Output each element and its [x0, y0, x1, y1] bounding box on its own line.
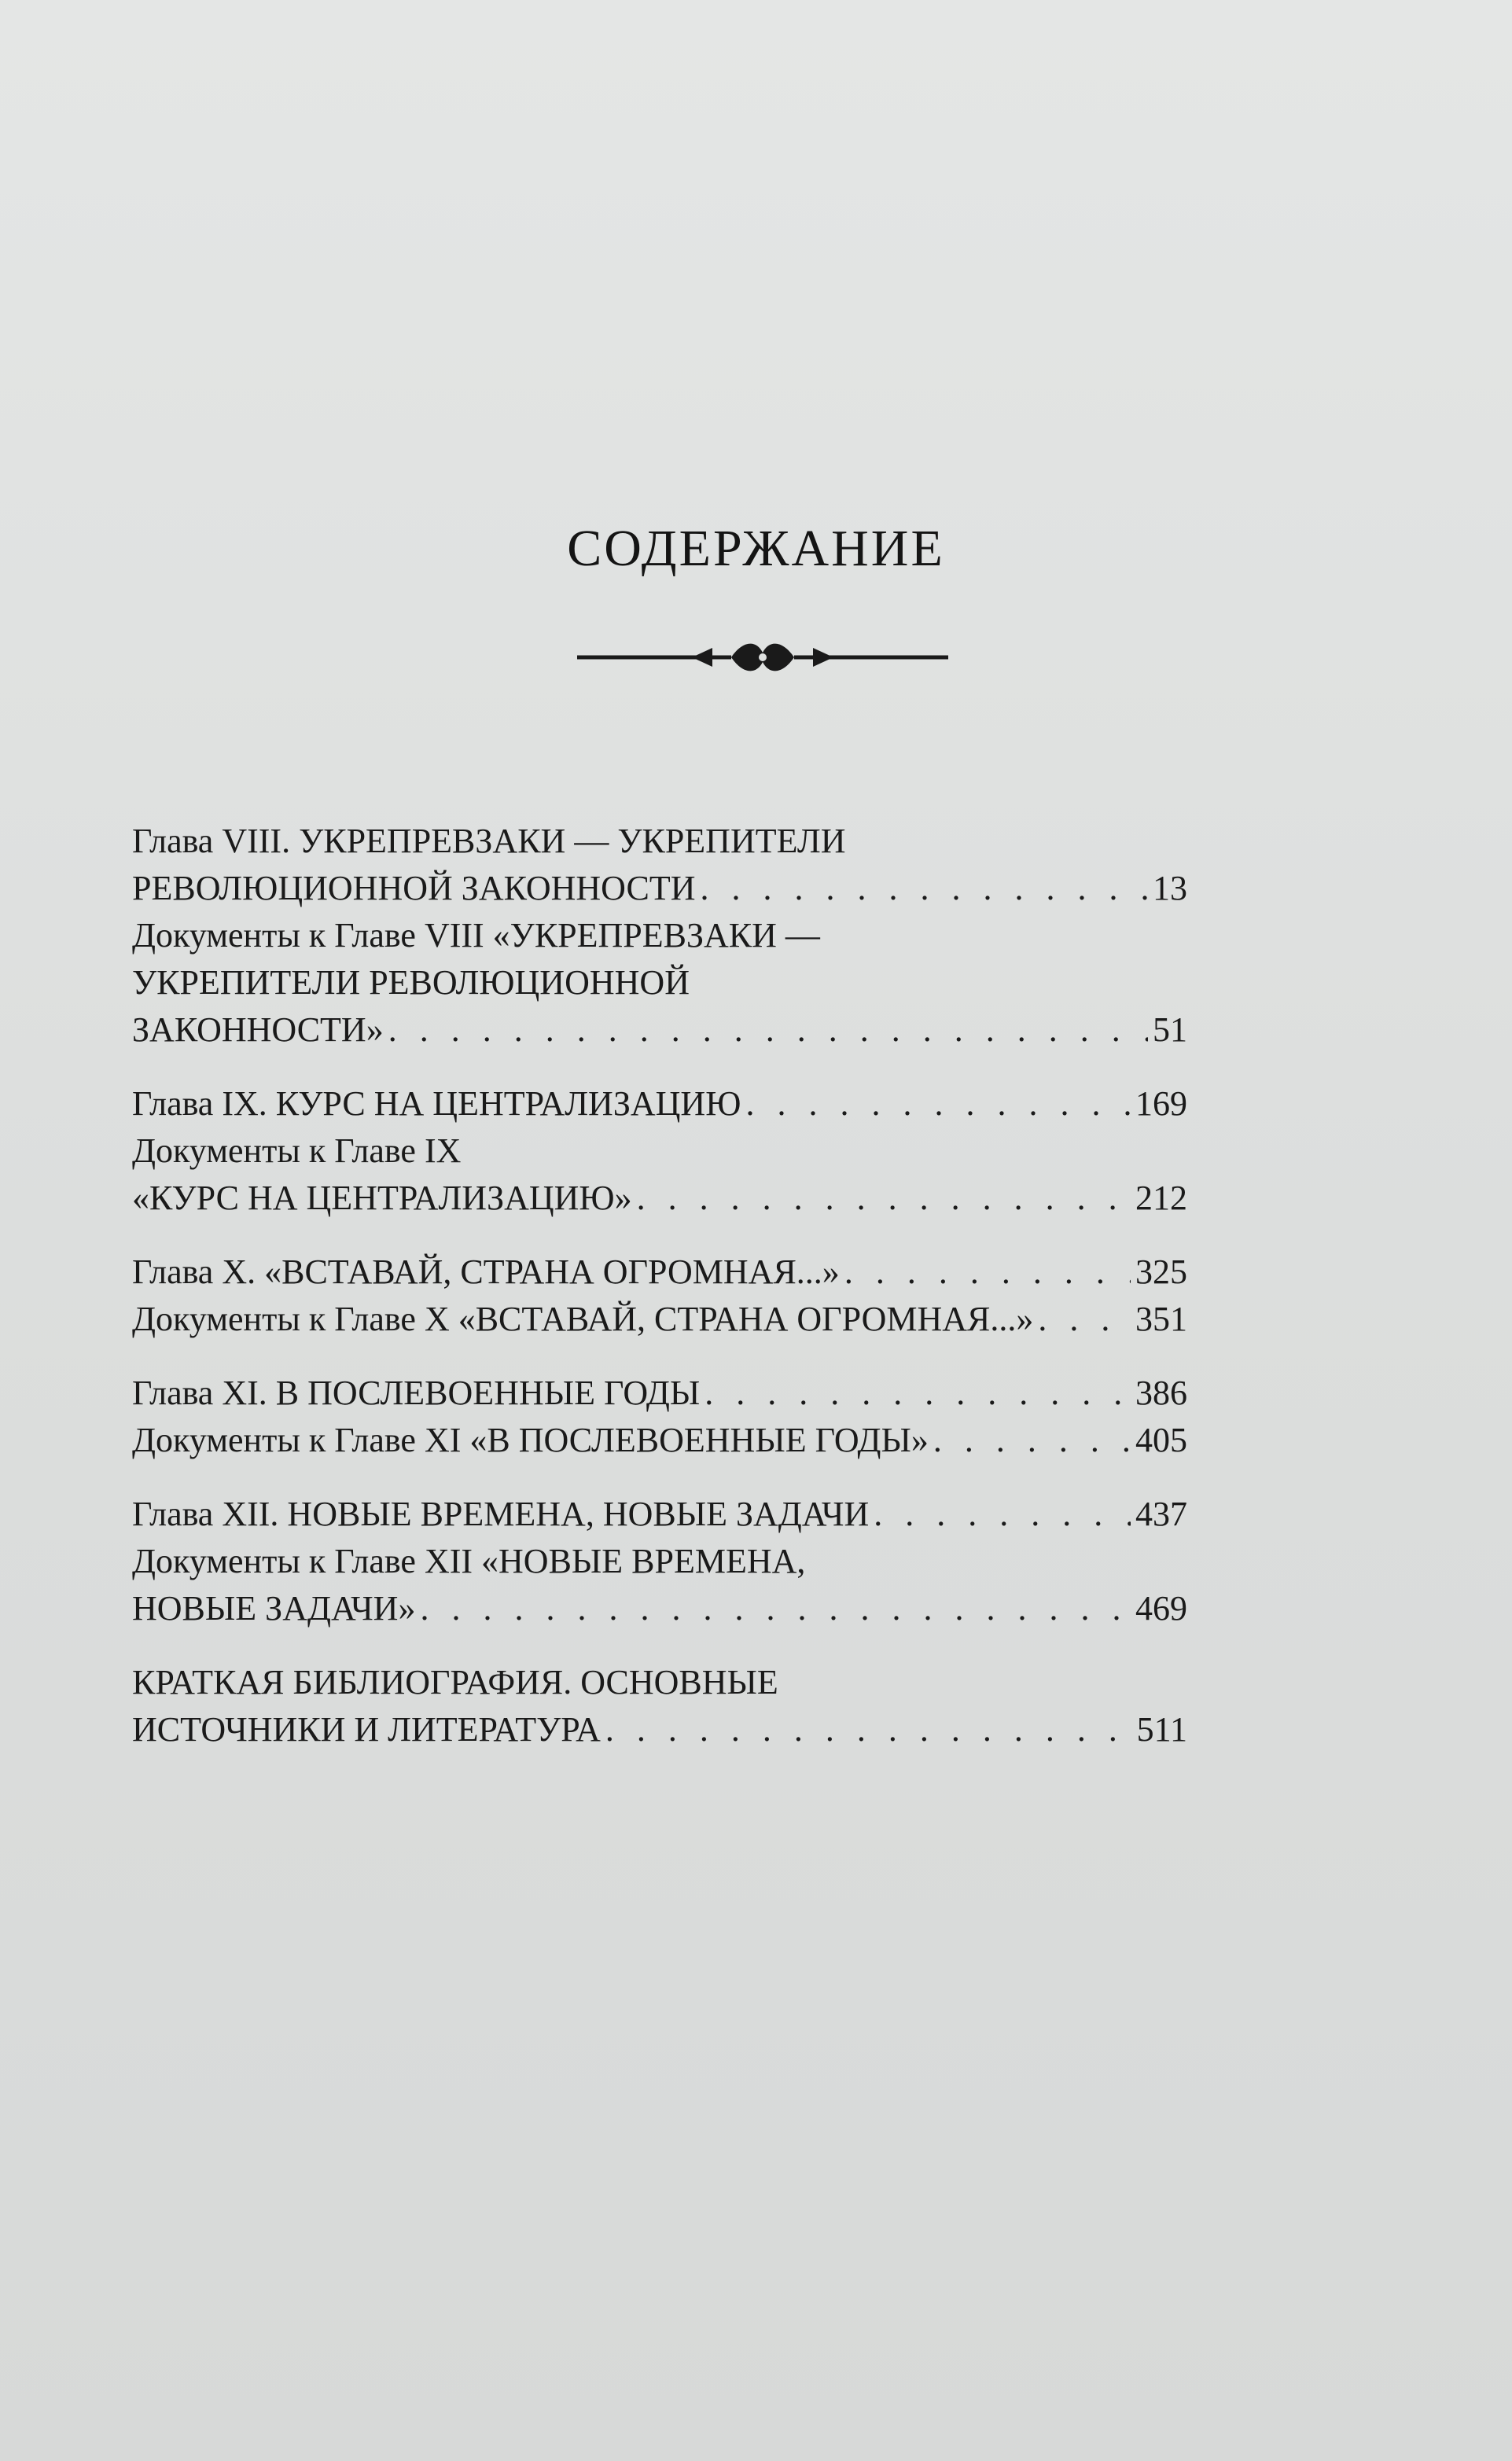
- dot-leader: [933, 1417, 1131, 1464]
- toc-entry[interactable]: [132, 1249, 1187, 1296]
- toc-entry-title: Глава X. «ВСТАВАЙ, СТРАНА ОГРОМНАЯ...»: [132, 1253, 840, 1291]
- toc-page-number: 437: [1135, 1495, 1187, 1533]
- toc-entry-title: Глава IX. КУРС НА ЦЕНТРАЛИЗАЦИЮ: [132, 1084, 741, 1123]
- dot-leader: [745, 1080, 1131, 1127]
- toc-entry-title-end: «КУРС НА ЦЕНТРАЛИЗАЦИЮ»: [132, 1179, 632, 1217]
- toc-entry[interactable]: [132, 1370, 1187, 1417]
- toc-entry-title: КРАТКАЯ БИБЛИОГРАФИЯ. ОСНОВНЫЕ: [132, 1663, 778, 1701]
- dot-leader: [704, 1370, 1131, 1417]
- dot-leader: [420, 1585, 1131, 1632]
- toc-entry-title: Документы к Главе XI «В ПОСЛЕВОЕННЫЕ ГОДЫ»: [132, 1421, 929, 1459]
- toc-page-number: 212: [1135, 1179, 1187, 1217]
- toc-entry-title-end: НОВЫЕ ЗАДАЧИ»: [132, 1589, 416, 1628]
- toc-page-number: 51: [1153, 1010, 1187, 1049]
- toc-entry-title: Глава XII. НОВЫЕ ВРЕМЕНА, НОВЫЕ ЗАДАЧИ: [132, 1495, 870, 1533]
- dot-leader: [1038, 1296, 1131, 1343]
- toc-entry-title: Глава XI. В ПОСЛЕВОЕННЫЕ ГОДЫ: [132, 1374, 701, 1412]
- dot-leader: [637, 1175, 1131, 1222]
- dot-leader: [388, 1006, 1148, 1054]
- toc-entry-title: Документы к Главе VIII «УКРЕПРЕВЗАКИ — УКРЕПИТЕЛИ РЕВОЛЮЦИОННОЙ: [132, 916, 820, 1002]
- ornament-divider-icon: [574, 635, 951, 679]
- toc-page-number: 13: [1153, 869, 1187, 907]
- toc-entry[interactable]: [132, 1127, 1187, 1222]
- toc-page-number: 169: [1135, 1084, 1187, 1123]
- dot-leader: [700, 865, 1148, 912]
- dot-leader: [844, 1249, 1131, 1296]
- toc-entry[interactable]: [132, 818, 1187, 912]
- toc-entry-title-end: ЗАКОННОСТИ»: [132, 1010, 384, 1049]
- toc-entry[interactable]: [132, 1491, 1187, 1538]
- dot-leader: [605, 1706, 1132, 1753]
- toc-entry-title: Документы к Главе X «ВСТАВАЙ, СТРАНА ОГРОМНАЯ...»: [132, 1300, 1034, 1338]
- toc-entry[interactable]: [132, 1659, 1187, 1753]
- toc-entry-title: Документы к Главе IX: [132, 1131, 462, 1170]
- toc-entry[interactable]: [132, 1538, 1187, 1632]
- toc-entry[interactable]: [132, 1296, 1187, 1343]
- toc-entry-title: Глава VIII. УКРЕПРЕВЗАКИ — УКРЕПИТЕЛИ: [132, 822, 846, 860]
- toc-page-number: 469: [1135, 1589, 1187, 1628]
- table-of-contents: [132, 818, 1187, 1753]
- toc-page-number: 405: [1135, 1421, 1187, 1459]
- toc-entry-title: Документы к Главе XII «НОВЫЕ ВРЕМЕНА,: [132, 1542, 806, 1580]
- toc-entry-title-end: ИСТОЧНИКИ И ЛИТЕРАТУРА: [132, 1710, 601, 1749]
- page-title: СОДЕРЖАНИЕ: [567, 520, 945, 577]
- toc-page-number: 386: [1135, 1374, 1187, 1412]
- toc-entry[interactable]: [132, 1080, 1187, 1127]
- toc-page-number: 351: [1135, 1300, 1187, 1338]
- toc-entry[interactable]: [132, 1417, 1187, 1464]
- toc-entry-title-end: РЕВОЛЮЦИОННОЙ ЗАКОННОСТИ: [132, 869, 696, 907]
- toc-entry[interactable]: [132, 912, 1187, 1054]
- toc-page-number: 325: [1135, 1253, 1187, 1291]
- dot-leader: [874, 1491, 1131, 1538]
- toc-page-number: 511: [1136, 1710, 1187, 1749]
